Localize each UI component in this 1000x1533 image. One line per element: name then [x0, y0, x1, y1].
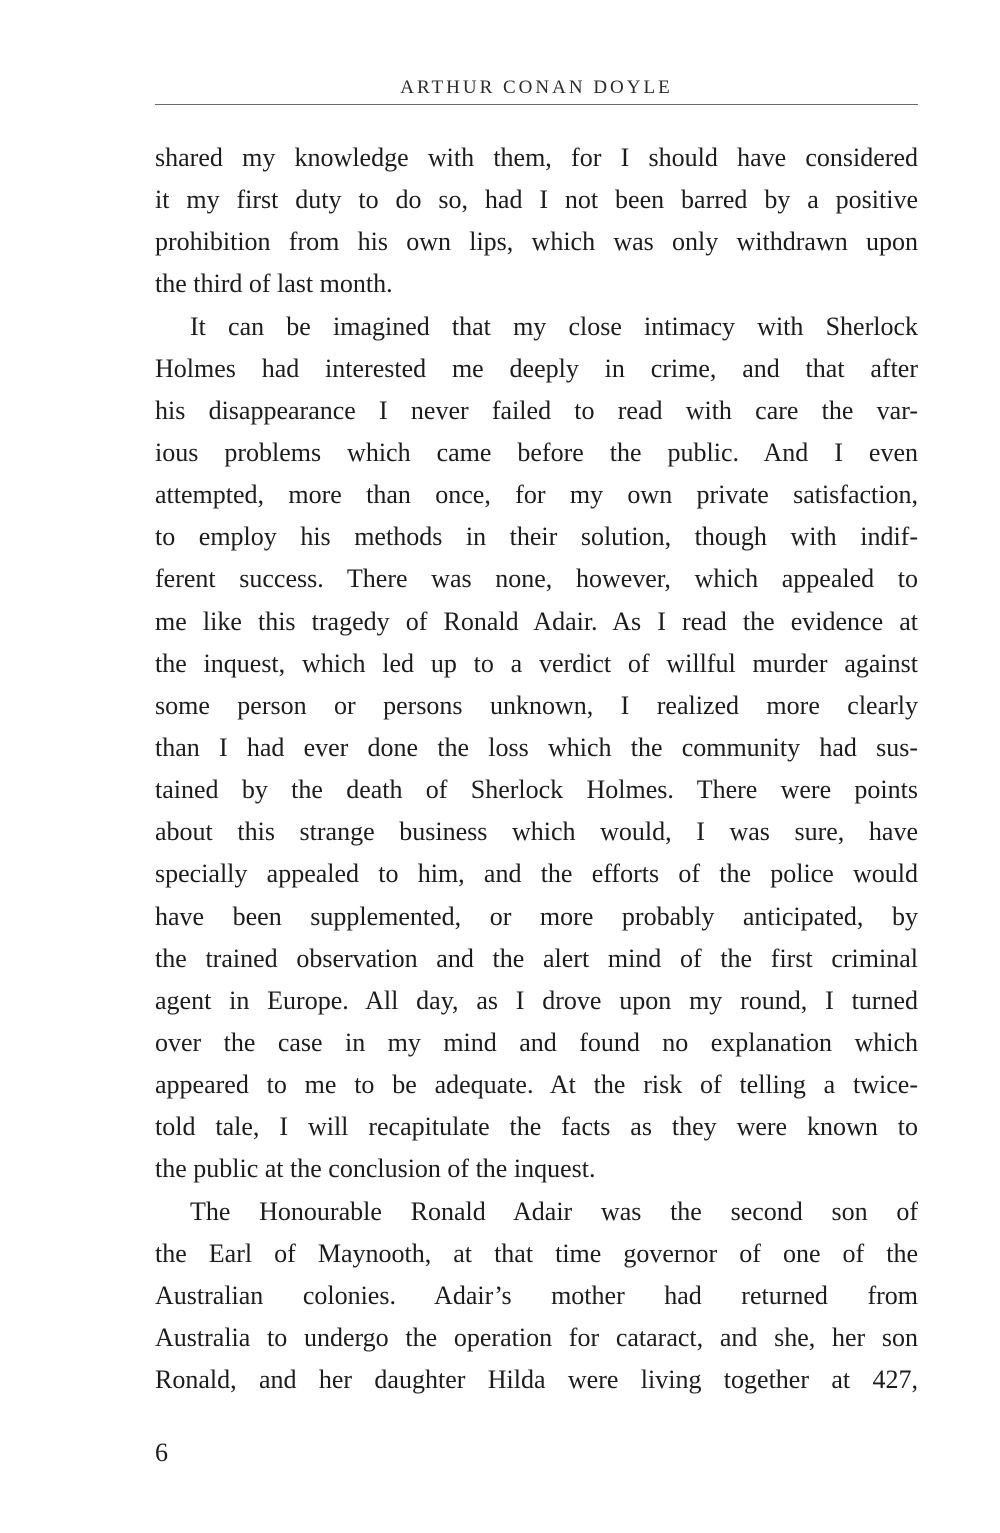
text-line: than I had ever done the loss which the community had sus- [155, 732, 918, 762]
running-head [155, 72, 918, 105]
page-body [155, 137, 918, 1401]
text-line: tained by the death of Sherlock Holmes. There were points [155, 775, 918, 805]
paragraph-3 [155, 1191, 918, 1402]
page-number: 6 [155, 1438, 168, 1467]
text-line: his disappearance I never failed to read with care the var- [155, 395, 918, 425]
text-line: attempted, more than once, for my own private satisfaction, [155, 480, 918, 510]
text-line: it my first duty to do so, had I not been barred by a positive [155, 185, 918, 215]
text-line: ious problems which came before the public. And I even [155, 437, 918, 467]
running-head-title: ARTHUR CONAN DOYLE [400, 77, 673, 98]
text-line: It can be imagined that my close intimacy with Sherlock [190, 311, 918, 341]
text-line: Ronald, and her daughter Hilda were living together at 427, [155, 1365, 918, 1395]
text-line: told tale, I will recapitulate the facts as they were known to [155, 1112, 918, 1142]
text-line: me like this tragedy of Ronald Adair. As I read the evidence at [155, 606, 918, 636]
text-line: the public at the conclusion of the inquest. [155, 1154, 596, 1184]
text-line: the inquest, which led up to a verdict of willful murder against [155, 648, 918, 678]
paragraph-2 [155, 306, 918, 1191]
text-line: Australian colonies. Adair’s mother had returned from [155, 1280, 918, 1310]
text-line: The Honourable Ronald Adair was the second son of [190, 1196, 918, 1226]
text-line: the trained observation and the alert mind of the first criminal [155, 943, 918, 973]
text-line: specially appealed to him, and the efforts of the police would [155, 859, 918, 889]
text-line: the Earl of Maynooth, at that time governor of one of the [155, 1238, 918, 1268]
text-line: Holmes had interested me deeply in crime, and that after [155, 353, 918, 383]
text-line: have been supplemented, or more probably anticipated, by [155, 901, 918, 931]
text-line: Australia to undergo the operation for cataract, and she, her son [155, 1322, 918, 1352]
text-line: some person or persons unknown, I realized more clearly [155, 690, 918, 720]
text-line: about this strange business which would, I was sure, have [155, 817, 918, 847]
text-line: appeared to me to be adequate. At the risk of telling a twice- [155, 1070, 918, 1100]
text-line: over the case in my mind and found no explanation which [155, 1027, 918, 1057]
text-line: the third of last month. [155, 269, 393, 299]
text-line: prohibition from his own lips, which was only withdrawn upon [155, 227, 918, 257]
paragraph-1 [155, 137, 918, 306]
text-line: to employ his methods in their solution, though with indif- [155, 522, 918, 552]
text-line: shared my knowledge with them, for I should have considered [155, 143, 918, 172]
text-line: ferent success. There was none, however, which appealed to [155, 564, 918, 594]
text-line: agent in Europe. All day, as I drove upon my round, I turned [155, 985, 918, 1015]
